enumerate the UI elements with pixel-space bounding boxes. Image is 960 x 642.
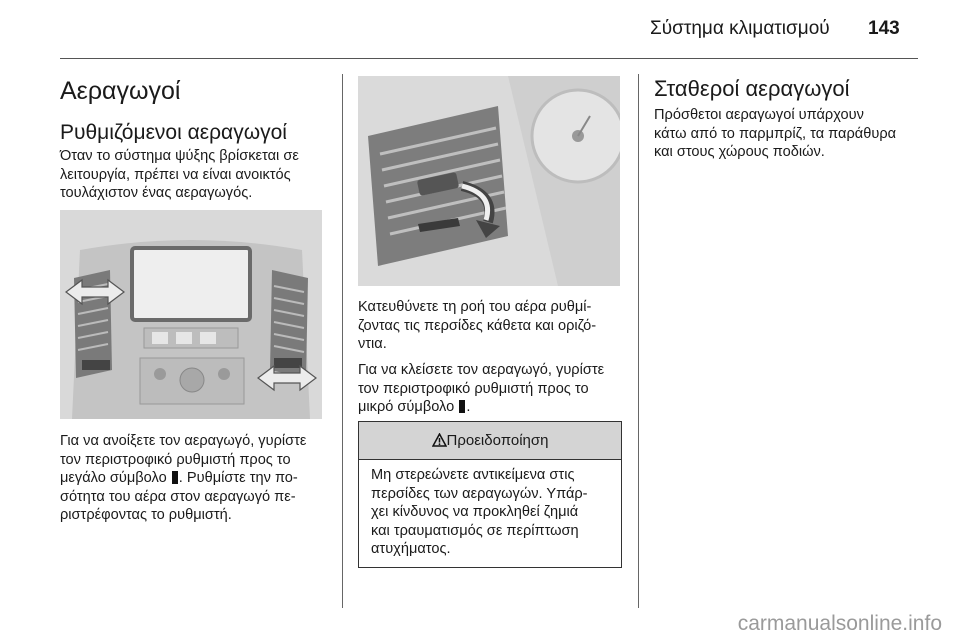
- text-line: και τραυματισμός σε περίπτωση: [371, 522, 579, 539]
- text-line: ντια.: [358, 336, 387, 352]
- text-line: Πρόσθετοι αεραγωγοί υπάρχουν: [654, 107, 864, 123]
- page-number: 143: [868, 18, 900, 39]
- large-symbol-icon: [172, 471, 178, 484]
- warning-triangle-icon: [432, 433, 447, 447]
- section-heading: Αεραγωγοί: [60, 77, 181, 105]
- figure-caption: [60, 432, 306, 525]
- text-line: ατυχήματος.: [371, 541, 451, 557]
- text-line: Μη στερεώνετε αντικείμενα στις: [371, 467, 575, 483]
- dashboard-vents-illustration: [60, 210, 322, 419]
- warning-title: Προειδοποίηση: [446, 432, 549, 449]
- text-line: Κατευθύνετε τη ροή του αέρα ρυθμί-: [358, 299, 592, 315]
- close-paragraph: [358, 361, 604, 417]
- text-line: ριστρέφοντας το ρυθμιστή.: [60, 507, 232, 523]
- text-line: κάτω από το παρμπρίζ, τα παράθυρα: [654, 125, 897, 142]
- warning-header: [359, 422, 621, 460]
- text-fragment: μικρό σύμβολο: [358, 399, 455, 415]
- text-line: λειτουργία, πρέπει να είναι ανοικτός: [60, 166, 291, 183]
- text-fragment: .: [466, 399, 471, 415]
- adjust-paragraph: [358, 298, 596, 354]
- dashboard-vents-svg: [60, 210, 322, 419]
- text-line: Για να κλείσετε τον αεραγωγό, γυρίστε: [358, 362, 605, 378]
- fixed-vents-paragraph: [654, 106, 896, 162]
- text-fragment: μεγάλο σύμβολο: [60, 470, 167, 486]
- text-line: περσίδες των αεραγωγών. Υπάρ-: [371, 485, 588, 502]
- text-line: και στους χώρους ποδιών.: [654, 144, 825, 160]
- fixed-vents-heading: Σταθεροί αεραγωγοί: [654, 76, 850, 101]
- header-title: Σύστημα κλιματισμού: [650, 18, 830, 39]
- watermark: carmanualsonline.info: [737, 612, 942, 635]
- column-divider-1: [342, 74, 343, 608]
- text-fragment: . Ρυθμίστε την πο-: [178, 470, 298, 486]
- column-divider-2: [638, 74, 639, 608]
- vent-closeup-illustration: [358, 76, 620, 286]
- text-line: [60, 469, 306, 488]
- text-line: Για να ανοίξετε τον αεραγωγό, γυρίστε: [60, 433, 307, 449]
- text-line: τον περιστροφικό ρυθμιστή προς το: [60, 451, 291, 468]
- text-line: τουλάχιστον ένας αεραγωγός.: [60, 185, 253, 201]
- header-rule: [60, 58, 918, 59]
- text-line: τον περιστροφικό ρυθμιστή προς το: [358, 380, 589, 397]
- text-line: χει κίνδυνος να προκληθεί ζημιά: [371, 504, 579, 520]
- warning-box: [358, 421, 622, 568]
- small-symbol-icon: [459, 400, 465, 413]
- text-line: [358, 398, 604, 417]
- vent-closeup-svg: [358, 76, 620, 286]
- text-line: σότητα του αέρα στον αεραγωγό πε-: [60, 488, 296, 505]
- subsection-heading: Ρυθμιζόμενοι αεραγωγοί: [60, 121, 287, 144]
- intro-paragraph: [60, 147, 299, 203]
- text-line: Όταν το σύστημα ψύξης βρίσκεται σε: [60, 148, 299, 164]
- text-line: ζοντας τις περσίδες κάθετα και οριζό-: [358, 317, 597, 334]
- warning-body: [359, 460, 621, 559]
